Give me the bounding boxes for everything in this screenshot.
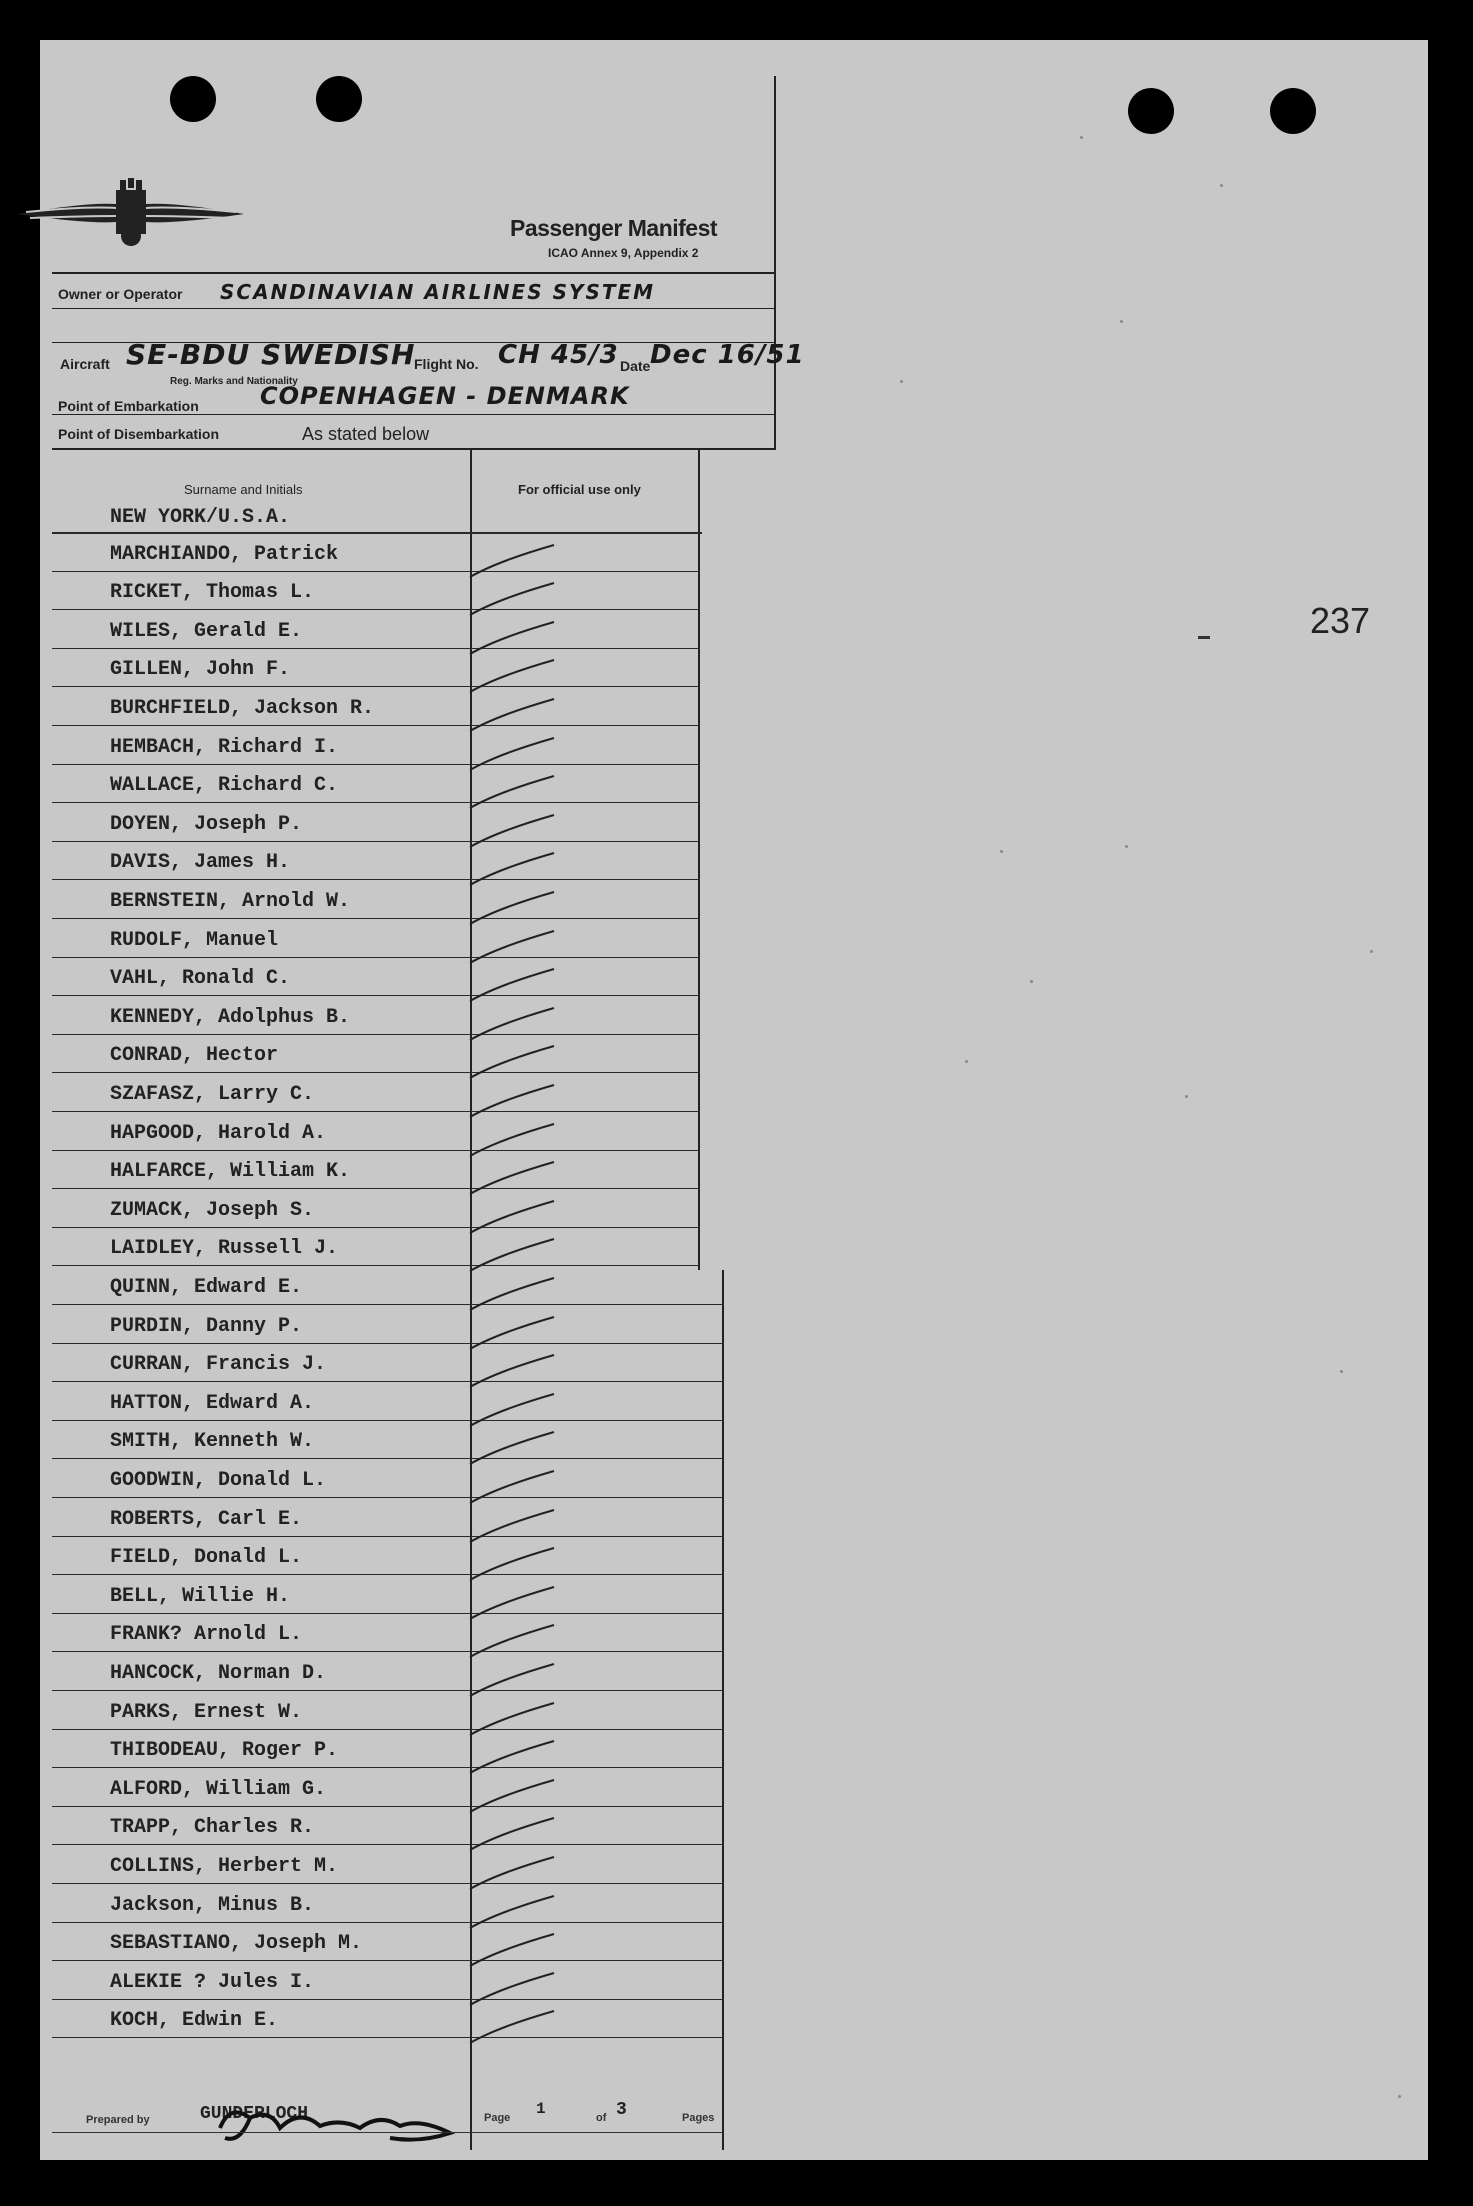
check-tick-mark: [468, 1930, 558, 1970]
check-tick-mark: [468, 1351, 558, 1391]
check-tick-mark: [468, 618, 558, 658]
check-tick-mark: [468, 1544, 558, 1584]
check-tick-mark: [468, 1313, 558, 1353]
airline-logo-icon: [16, 150, 246, 270]
passenger-name: ROBERTS, Carl E.: [110, 1507, 303, 1531]
embarkation-label: Point of Embarkation: [58, 398, 199, 414]
divider: [52, 272, 776, 274]
page-stamp-number: 237: [1310, 600, 1371, 641]
passenger-name: BERNSTEIN, Arnold W.: [110, 890, 351, 913]
row-line: [52, 1381, 724, 1382]
row-line: [52, 1767, 724, 1768]
punch-hole: [1270, 88, 1316, 134]
bottom-line: [52, 2132, 722, 2133]
check-tick-mark: [468, 695, 558, 735]
prepared-by-value: GUNDERLOCH: [200, 2104, 309, 2124]
row-line: [52, 609, 700, 610]
speckle: [900, 380, 903, 383]
row-line: [52, 1806, 724, 1807]
row-line: [52, 995, 700, 996]
divider: [52, 308, 776, 309]
passenger-name: BELL, Willie H.: [110, 1584, 291, 1608]
row-line: [52, 1574, 724, 1575]
row-line: [52, 648, 700, 649]
check-tick-mark: [468, 541, 558, 581]
check-tick-mark: [468, 849, 558, 889]
official-use-column-header: For official use only: [518, 482, 641, 497]
speckle: [965, 1060, 968, 1063]
check-tick-mark: [468, 579, 558, 619]
check-tick-mark: [468, 1660, 558, 1700]
row-line: [52, 725, 700, 726]
check-tick-mark: [468, 1428, 558, 1468]
speckle: [1340, 1370, 1343, 1373]
aircraft-value: SE-BDU SWEDISH: [126, 338, 416, 371]
disembarkation-label: Point of Disembarkation: [58, 426, 220, 442]
row-line: [52, 1034, 700, 1035]
row-line: [52, 841, 700, 842]
passenger-name: CURRAN, Francis J.: [110, 1353, 327, 1377]
row-line: [52, 1265, 700, 1266]
of-value: 3: [616, 2100, 627, 2120]
date-label: Date: [620, 358, 651, 374]
surname-column-header: Surname and Initials: [184, 482, 303, 497]
row-line: [52, 1304, 724, 1305]
row-line: [52, 1651, 724, 1652]
row-line: [52, 2037, 724, 2038]
check-tick-mark: [468, 1274, 558, 1314]
flight-label: Flight No.: [414, 356, 479, 372]
passenger-name: SEBASTIANO, Joseph M.: [110, 1932, 363, 1956]
speckle: [1185, 1095, 1188, 1098]
table-right-border: [698, 450, 700, 1270]
row-line: [52, 571, 700, 572]
passenger-name: SZAFASZ, Larry C.: [110, 1083, 315, 1106]
speckle: [1220, 184, 1223, 187]
speckle: [1030, 980, 1033, 983]
passenger-name: FIELD, Donald L.: [110, 1546, 303, 1570]
row-line: [52, 918, 700, 919]
destination-text: NEW YORK/U.S.A.: [110, 506, 291, 529]
check-tick-mark: [468, 1197, 558, 1237]
passenger-name: WILES, Gerald E.: [110, 619, 303, 643]
form-right-border: [774, 76, 776, 450]
row-line: [52, 1188, 700, 1189]
check-tick-mark: [468, 1235, 558, 1275]
pages-label: Pages: [682, 2112, 715, 2124]
row-line: [52, 1111, 700, 1112]
check-tick-mark: [468, 1814, 558, 1854]
passenger-name: PURDIN, Danny P.: [110, 1314, 303, 1338]
row-line: [52, 1613, 724, 1614]
check-tick-mark: [468, 1120, 558, 1160]
row-line: [52, 1729, 724, 1730]
passenger-name: VAHL, Ronald C.: [110, 967, 291, 991]
passenger-name: ALEKIE ? Jules I.: [110, 1970, 315, 1994]
passenger-name: HEMBACH, Richard I.: [110, 735, 339, 759]
passenger-name: RICKET, Thomas L.: [110, 581, 315, 605]
punch-hole: [1128, 88, 1174, 134]
check-tick-mark: [468, 1467, 558, 1507]
check-tick-mark: [468, 656, 558, 696]
passenger-name: GOODWIN, Donald L.: [110, 1469, 327, 1492]
row-line: [52, 686, 700, 687]
passenger-name: KENNEDY, Adolphus B.: [110, 1005, 351, 1029]
check-tick-mark: [468, 1390, 558, 1430]
row-line: [52, 532, 702, 534]
page-value: 1: [536, 2100, 546, 2118]
punch-hole: [170, 76, 216, 122]
check-tick-mark: [468, 1081, 558, 1121]
table-right-border: [722, 1270, 724, 2150]
check-tick-mark: [468, 1776, 558, 1816]
embarkation-value: COPENHAGEN - DENMARK: [260, 382, 630, 410]
date-value: Dec 16/51: [650, 340, 805, 370]
check-tick-mark: [468, 2007, 558, 2047]
passenger-name: THIBODEAU, Roger P.: [110, 1739, 339, 1763]
speckle: [1370, 950, 1373, 953]
flight-value: CH 45/3: [498, 340, 619, 370]
passenger-name: WALLACE, Richard C.: [110, 774, 339, 798]
passenger-name: FRANK? Arnold L.: [110, 1623, 303, 1647]
row-line: [52, 1227, 700, 1228]
check-tick-mark: [468, 1699, 558, 1739]
passenger-name: CONRAD, Hector: [110, 1044, 279, 1068]
row-line: [52, 1922, 724, 1923]
speckle: [1398, 2095, 1401, 2098]
stamp-dash: [1198, 636, 1210, 639]
speckle: [1000, 850, 1003, 853]
check-tick-mark: [468, 734, 558, 774]
row-line: [52, 1072, 700, 1073]
punch-hole: [316, 76, 362, 122]
row-line: [52, 1150, 700, 1151]
passenger-name: RUDOLF, Manuel: [110, 928, 279, 952]
speckle: [1120, 320, 1123, 323]
passenger-name: HAPGOOD, Harold A.: [110, 1121, 327, 1145]
divider: [52, 448, 776, 450]
row-line: [52, 764, 700, 765]
passenger-name: ALFORD, William G.: [110, 1777, 327, 1801]
check-tick-mark: [468, 1737, 558, 1777]
row-line: [52, 1960, 724, 1961]
check-tick-mark: [468, 1853, 558, 1893]
page-label: Page: [484, 2112, 511, 2124]
check-tick-mark: [468, 1892, 558, 1932]
row-line: [52, 1497, 724, 1498]
check-tick-mark: [468, 1583, 558, 1623]
row-line: [52, 879, 700, 880]
speckle: [1080, 136, 1083, 139]
check-tick-mark: [468, 772, 558, 812]
check-tick-mark: [468, 1042, 558, 1082]
passenger-name: DAVIS, James H.: [110, 851, 291, 875]
divider: [52, 414, 776, 415]
passenger-name: QUINN, Edward E.: [110, 1276, 303, 1299]
row-line: [52, 1883, 724, 1884]
passenger-name: KOCH, Edwin E.: [110, 2009, 279, 2033]
passenger-name: HANCOCK, Norman D.: [110, 1662, 327, 1685]
reg-marks-label: Reg. Marks and Nationality: [170, 376, 298, 387]
check-tick-mark: [468, 811, 558, 851]
passenger-name: GILLEN, John F.: [110, 658, 291, 682]
disembarkation-value: As stated below: [302, 424, 430, 444]
row-line: [52, 1690, 724, 1691]
row-line: [52, 1999, 724, 2000]
owner-label: Owner or Operator: [58, 286, 183, 302]
prepared-by-label: Prepared by: [86, 2114, 150, 2126]
row-line: [52, 1458, 724, 1459]
passenger-name: MARCHIANDO, Patrick: [110, 542, 339, 566]
check-tick-mark: [468, 927, 558, 967]
passenger-name: COLLINS, Herbert M.: [110, 1855, 339, 1878]
row-line: [52, 802, 700, 803]
passenger-name: HATTON, Edward A.: [110, 1391, 315, 1415]
passenger-name: PARKS, Ernest W.: [110, 1700, 303, 1724]
passenger-name: Jackson, Minus B.: [110, 1893, 315, 1917]
check-tick-mark: [468, 1969, 558, 2009]
of-label: of: [596, 2112, 607, 2124]
check-tick-mark: [468, 1158, 558, 1198]
speckle: [1125, 845, 1128, 848]
passenger-name: TRAPP, Charles R.: [110, 1816, 315, 1840]
passenger-name: BURCHFIELD, Jackson R.: [110, 697, 375, 720]
row-line: [52, 1343, 724, 1344]
check-tick-mark: [468, 888, 558, 928]
passenger-name: HALFARCE, William K.: [110, 1160, 351, 1184]
passenger-name: LAIDLEY, Russell J.: [110, 1237, 339, 1261]
passenger-name: SMITH, Kenneth W.: [110, 1430, 315, 1454]
row-line: [52, 957, 700, 958]
page-subtitle: ICAO Annex 9, Appendix 2: [548, 246, 699, 260]
row-line: [52, 1844, 724, 1845]
signature-mark: [210, 2098, 470, 2148]
aircraft-label: Aircraft: [60, 356, 110, 372]
page-title: Passenger Manifest: [510, 215, 718, 241]
passenger-name: ZUMACK, Joseph S.: [110, 1198, 315, 1222]
row-line: [52, 1536, 724, 1537]
check-tick-mark: [468, 1506, 558, 1546]
owner-value: SCANDINAVIAN AIRLINES SYSTEM: [220, 280, 656, 304]
passenger-name: DOYEN, Joseph P.: [110, 812, 303, 836]
row-line: [52, 1420, 724, 1421]
check-tick-mark: [468, 1004, 558, 1044]
check-tick-mark: [468, 1621, 558, 1661]
check-tick-mark: [468, 965, 558, 1005]
